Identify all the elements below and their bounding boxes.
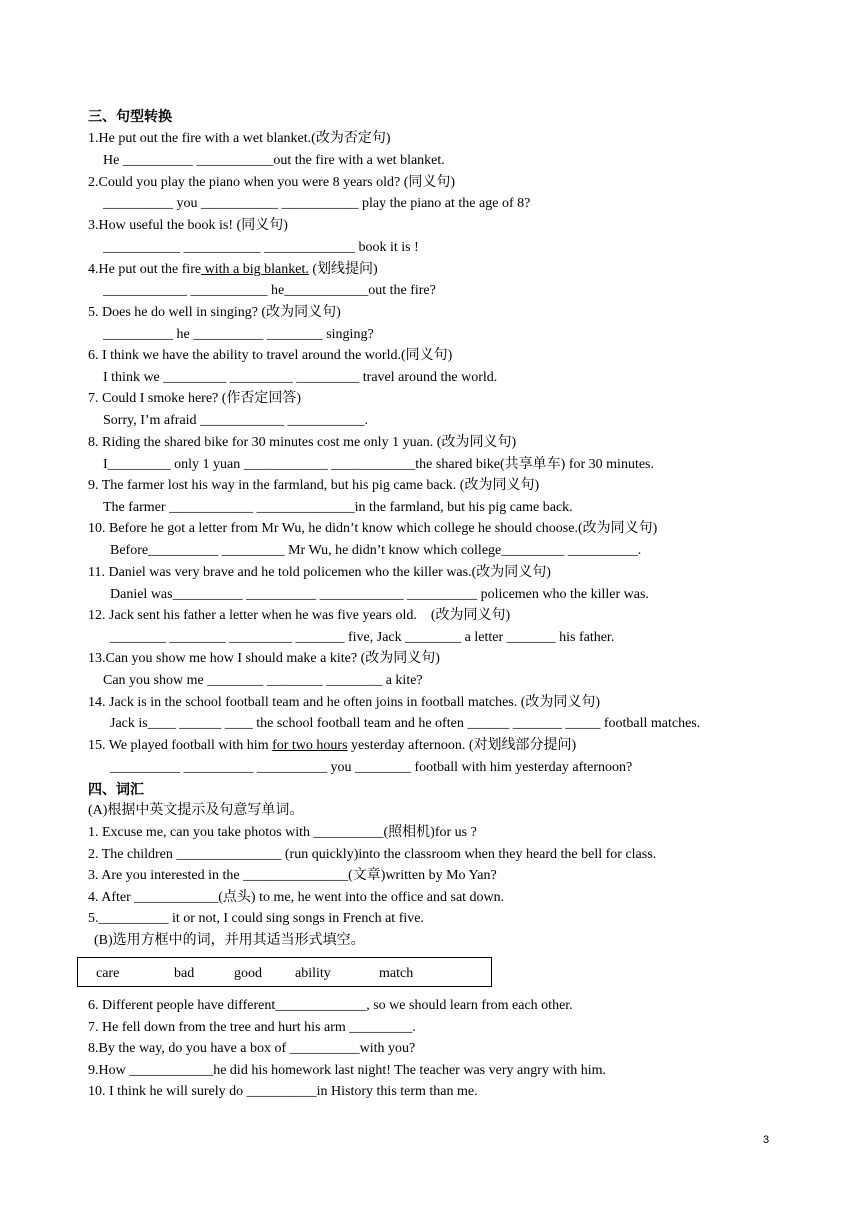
part-b-instruction: (B)选用方框中的词，并用其适当形式填空。 — [94, 933, 365, 948]
q11-text: 11. Daniel was very brave and he told policemen who the killer was.(改为同义句) — [88, 565, 551, 580]
vocab-item-4: 4. After ____________(点头) to me, he went into the office and sat down. — [88, 890, 505, 905]
q13-answer: Can you show me ________ ________ ________ a kite? — [103, 673, 423, 688]
vocab-item-8: 8.By the way, do you have a box of __________with you? — [88, 1041, 416, 1056]
q15-text: 15. We played football with him for two hours yesterday afternoon. (对划线部分提问) — [88, 738, 577, 753]
q7-text: 7. Could I smoke here? (作否定回答) — [88, 391, 302, 406]
word-box-item: care — [96, 966, 120, 981]
q8-text: 8. Riding the shared bike for 30 minutes cost me only 1 yuan. (改为同义句) — [88, 435, 517, 450]
q11-answer: Daniel was__________ __________ ____________ __________ policemen who the killer was. — [110, 587, 649, 602]
q1-answer: He __________ ___________out the fire with a wet blanket. — [103, 153, 445, 168]
vocab-item-1: 1. Excuse me, can you take photos with __________(照相机)for us ? — [88, 825, 477, 840]
q4-text: 4.He put out the fire with a big blanket. (划线提问) — [88, 262, 378, 277]
q6-text: 6. I think we have the ability to travel around the world.(同义句) — [88, 348, 453, 363]
q3-answer: ___________ ___________ _____________ book it is ! — [103, 240, 419, 255]
vocab-item-5: 5.__________ it or not, I could sing songs in French at five. — [88, 911, 424, 926]
part-a-instruction: (A)根据中英文提示及句意写单词。 — [88, 803, 304, 818]
q5-text: 5. Does he do well in singing? (改为同义句) — [88, 305, 341, 320]
vocab-item-10: 10. I think he will surely do __________in History this term than me. — [88, 1084, 478, 1099]
word-box-item: ability — [295, 966, 331, 981]
q14-answer: Jack is____ ______ ____ the school football team and he often ______ _______ _____ football matches. — [110, 716, 701, 731]
word-box-item: good — [234, 966, 262, 981]
q13-text: 13.Can you show me how I should make a kite? (改为同义句) — [88, 651, 440, 666]
vocab-item-6: 6. Different people have different_____________, so we should learn from each other. — [88, 998, 573, 1013]
q2-answer: __________ you ___________ ___________ play the piano at the age of 8? — [103, 196, 531, 211]
q7-answer: Sorry, I’m afraid ____________ ___________. — [103, 413, 369, 428]
q14-text: 14. Jack is in the school football team and he often joins in football matches. (改为同义句) — [88, 695, 601, 710]
q12-answer: ________ ________ _________ _______ five, Jack ________ a letter _______ his father. — [110, 630, 615, 645]
q3-text: 3.How useful the book is! (同义句) — [88, 218, 288, 233]
q1-text: 1.He put out the fire with a wet blanket.(改为否定句) — [88, 131, 391, 146]
vocab-item-7: 7. He fell down from the tree and hurt his arm _________. — [88, 1020, 416, 1035]
q8-answer: I_________ only 1 yuan ____________ ____________the shared bike(共享单车) for 30 minutes. — [103, 457, 654, 472]
q10-answer: Before__________ _________ Mr Wu, he didn’t know which college_________ __________. — [110, 543, 642, 558]
word-box-item: match — [379, 966, 414, 981]
vocab-item-3: 3. Are you interested in the _______________(文章)written by Mo Yan? — [88, 868, 497, 883]
q10-text: 10. Before he got a letter from Mr Wu, he didn’t know which college he should choose.(改为同义句) — [88, 521, 658, 536]
page-number: 3 — [763, 1134, 770, 1146]
q9-answer: The farmer ____________ ______________in the farmland, but his pig came back. — [103, 500, 573, 515]
q12-text: 12. Jack sent his father a letter when he was five years old. (改为同义句) — [88, 608, 511, 623]
q4-answer: ____________ ___________ he____________out the fire? — [103, 283, 436, 298]
q5-answer: __________ he __________ ________ singing? — [103, 327, 374, 342]
vocab-item-2: 2. The children _______________ (run quickly)into the classroom when they heard the bell for class. — [88, 847, 657, 862]
vocab-item-9: 9.How ____________he did his homework last night! The teacher was very angry with him. — [88, 1063, 607, 1078]
q15-answer: __________ __________ __________ you ________ football with him yesterday afternoon? — [110, 760, 633, 775]
section4-heading: 四、词汇 — [88, 782, 144, 798]
q2-text: 2.Could you play the piano when you were 8 years old? (同义句) — [88, 175, 456, 190]
word-box-item: bad — [174, 966, 195, 981]
word-box — [77, 957, 492, 987]
section3-heading: 三、句型转换 — [88, 109, 172, 125]
q9-text: 9. The farmer lost his way in the farmland, but his pig came back. (改为同义句) — [88, 478, 540, 493]
q6-answer: I think we _________ _________ _________ travel around the world. — [103, 370, 498, 385]
